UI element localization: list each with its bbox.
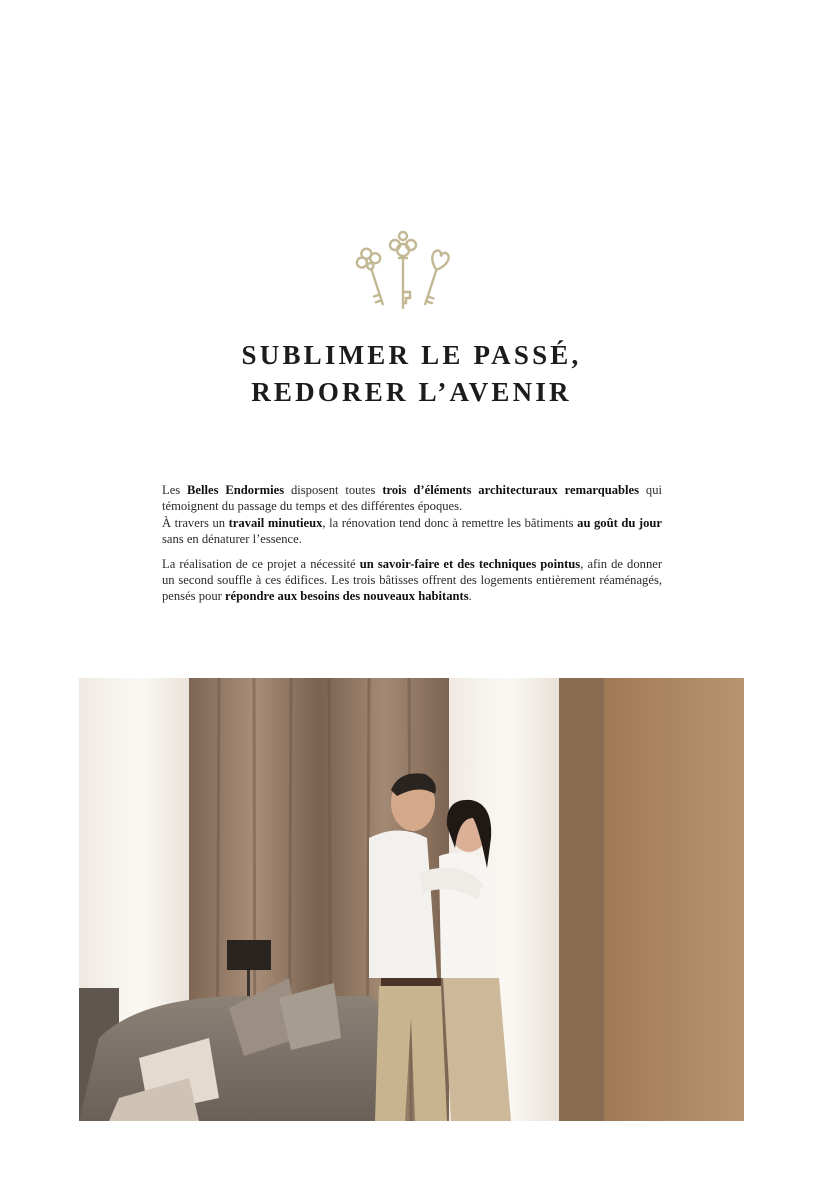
emphasis: Belles Endormies xyxy=(187,483,285,497)
text-run: disposent toutes xyxy=(284,483,383,497)
emphasis: répondre aux besoins des nouveaux habitants xyxy=(224,589,469,604)
emphasis: un savoir-faire et des techniques pointus xyxy=(359,556,581,571)
emphasis: travail minutieux xyxy=(228,515,323,530)
intro-paragraph-1 xyxy=(162,482,662,548)
emphasis: au goût du jour xyxy=(577,515,662,530)
text-run: Les xyxy=(162,483,188,497)
text-run: qui témoignent du passage du temps et des différentes époques. xyxy=(162,483,662,514)
text-run: , afin de donner un second souffle à ces édifices. Les trois bâtisses offrent des logements entièrement réaménagés, pensés pour xyxy=(162,556,663,604)
page-title-line-1: SUBLIMER LE PASSÉ, xyxy=(241,340,582,370)
intro-text xyxy=(162,482,662,613)
text-run: sans en dénaturer l’essence. xyxy=(162,532,302,547)
clover-key xyxy=(353,245,394,308)
ornate-key xyxy=(390,232,416,308)
emphasis: trois d’éléments architecturaux remarquables xyxy=(382,483,640,497)
heart-key xyxy=(418,249,450,306)
text-run: , la rénovation tend donc à remettre les bâtiments xyxy=(322,515,578,530)
page-title-line-2: REDORER L’AVENIR xyxy=(251,377,572,407)
text-run: . xyxy=(468,589,472,604)
text-run: À travers un xyxy=(162,515,229,530)
intro-paragraph-2 xyxy=(162,556,662,605)
couple-living-room-photo xyxy=(79,678,744,1121)
text-run: La réalisation de ce projet a nécessité xyxy=(162,556,360,571)
three-keys-icon xyxy=(349,226,457,314)
